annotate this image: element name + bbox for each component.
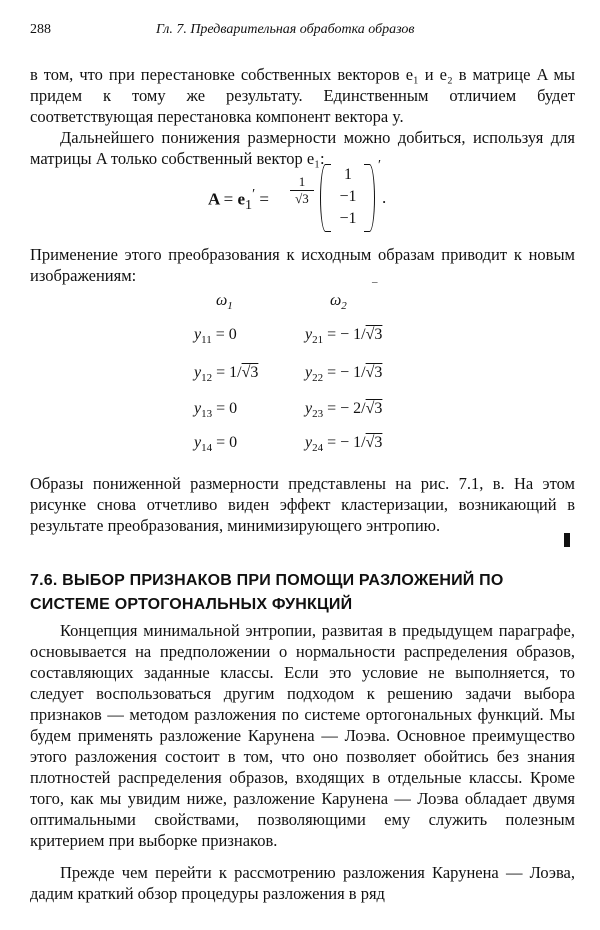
equation-period: . (382, 188, 387, 207)
value-cell: $y_{13} = 0$ (194, 400, 238, 421)
fraction-numerator: 1 (290, 174, 314, 191)
right-parenthesis (364, 164, 375, 232)
column-label-omega1: $\omega_1$ (216, 292, 233, 313)
vector-entry: −1 (339, 188, 357, 205)
eigenvector-prime: ′ (252, 186, 256, 202)
value-cell: $y_{21}$ = − 1/√3 (305, 326, 383, 347)
page-number: 288 (30, 22, 51, 37)
section-heading: 7.6. ВЫБОР ПРИЗНАКОВ ПРИ ПОМОЩИ РАЗЛОЖЕНИЙ ПО СИСТЕМЕ ОРТОГОНАЛЬНЫХ ФУНКЦИЙ (30, 572, 504, 613)
equals-sign-2: = (259, 189, 270, 209)
table-row (0, 434, 600, 462)
paragraph-eigenvector-swap: в том, что при перестановке собственных векторов e₁ и e₂ в матрице A мы придем к тому же результату. Единственным отличием будет соответствующая перестановка компонент вектора y. (30, 65, 575, 126)
vector-entry: −1 (339, 210, 357, 227)
value-cell: $y_{11} = 0$ (194, 326, 237, 347)
transpose-mark: ′ (378, 158, 382, 173)
paragraph-series-expansion: Прежде чем перейти к рассмотрению разложения Карунена — Лоэва, дадим краткий обзор процедуры разложения в ряд (30, 863, 575, 903)
stray-mark: – (372, 276, 378, 288)
running-header (30, 22, 570, 42)
table-row (0, 326, 600, 354)
vector-entries (332, 164, 364, 230)
matrix-equation (208, 158, 408, 234)
table-row (0, 400, 600, 428)
left-parenthesis (320, 164, 331, 232)
paragraph-transformation: Применение этого преобразования к исходным образам приводит к новым изображениям: (30, 245, 575, 285)
paragraph-karhunen-loeve: Концепция минимальной энтропии, развитая в предыдущем параграфе, основывается на предположении о нормальности распределения образов, составляющих заданные классы. Если это условие не выполняется, то следует воспользоваться другим подходом к решению задачи выбора признаков — методом разложения по системе ортогональных функций. Мы будем применять разложение Карунена — Лоэва. Основное преимущество этого разложения состоит в том, что оно позволяет обойтись без знания плотностей распределения образов, входящих в отдельные классы. Кроме того, как мы увидим ниже, разложение Карунена — Лоэва обладает двумя оптимальными свойствами, позволяющими ему служить полезным критерием при выборке признаков. (30, 621, 575, 850)
end-of-proof-mark (564, 533, 570, 547)
value-cell: $y_{24}$ = − 1/√3 (305, 434, 383, 455)
equals-sign-1: = (223, 189, 234, 209)
value-cell: $y_{23}$ = − 2/√3 (305, 400, 383, 421)
paragraph-dimension-reduction: Дальнейшего понижения размерности можно добиться, используя для матрицы A только собственный вектор e₁: (30, 128, 575, 168)
column-label-omega2: $\omega_2$ (330, 292, 347, 313)
value-cell: $y_{22}$ = − 1/√3 (305, 364, 383, 385)
eigenvector-symbol: e (237, 189, 245, 209)
scalar-fraction (290, 174, 314, 207)
eigenvector-subscript: 1 (244, 197, 253, 214)
fraction-denominator: √3 (295, 191, 309, 206)
matrix-symbol: A (208, 189, 220, 209)
column-vector (320, 158, 382, 232)
value-cell: $y_{14} = 0$ (194, 434, 238, 455)
running-title: Гл. 7. Предварительная обработка образов (156, 22, 415, 37)
value-cell: $y_{12} = 1/√3$ (194, 364, 259, 385)
paragraph-reduced-images: Образы пониженной размерности представлены на рис. 7.1, в. На этом рисунке снова отчетливо виден эффект кластеризации, возникающий в результате преобразования, минимизирующего энтропию. (30, 474, 575, 535)
vector-entry: 1 (344, 166, 352, 183)
equation-lhs (208, 186, 269, 214)
table-row (0, 364, 600, 392)
